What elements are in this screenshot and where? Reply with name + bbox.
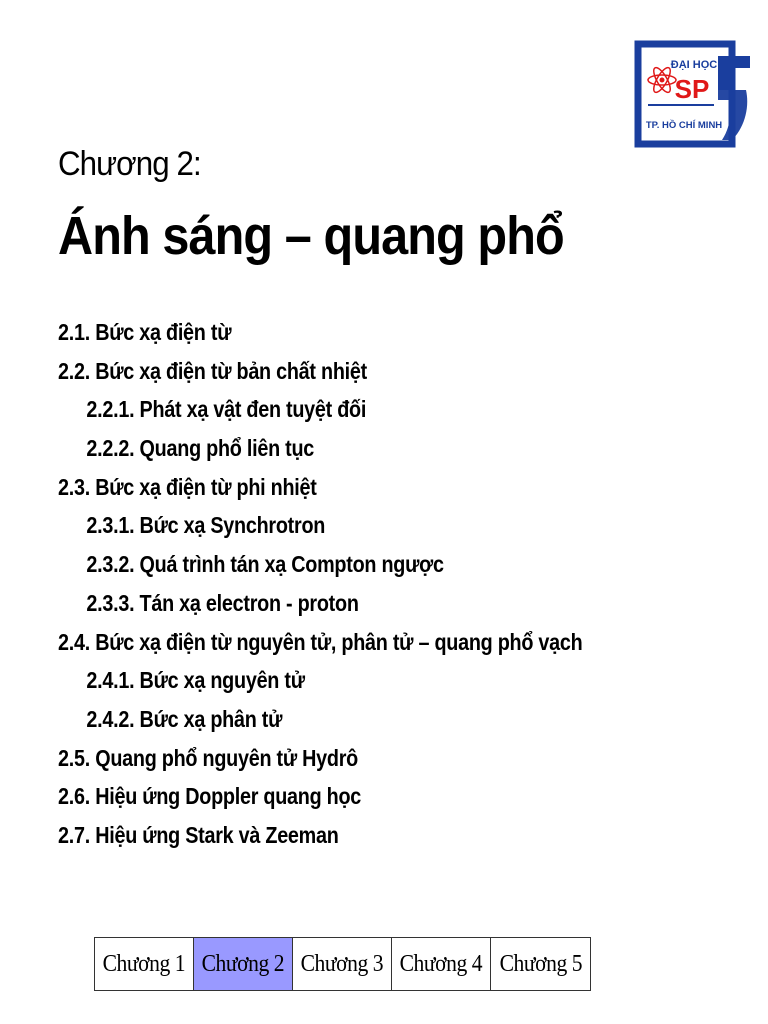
toc-subitem: 2.3.2. Quá trình tán xạ Compton ngược (86, 551, 444, 578)
chapter-3-label: Chương 3 (300, 950, 384, 977)
page-title: Ánh sáng – quang phổ (58, 206, 564, 266)
chapter-1-label: Chương 1 (102, 950, 186, 977)
toc-item: 2.7. Hiệu ứng Stark và Zeeman (58, 821, 339, 848)
chapter-label: Chương 2: (58, 145, 201, 183)
toc-subitem: 2.2.1. Phát xạ vật đen tuyệt đối (86, 396, 367, 423)
chapter-1-button[interactable] (95, 938, 194, 990)
university-logo (634, 38, 752, 150)
toc-item: 2.5. Quang phổ nguyên tử Hydrô (58, 744, 359, 771)
logo-line3: TP. HỒ CHÍ MINH (645, 120, 723, 131)
toc-item: 2.3. Bức xạ điện từ phi nhiệt (58, 473, 317, 500)
chapter-2-label: Chương 2 (201, 950, 285, 977)
chapter-5-button[interactable] (491, 938, 590, 990)
toc-item: 2.4. Bức xạ điện từ nguyên tử, phân tử – quang phổ vạch (58, 628, 583, 655)
chapter-3-button[interactable] (293, 938, 392, 990)
toc-subitem: 2.4.1. Bức xạ nguyên tử (86, 667, 305, 694)
toc-subitem: 2.3.3. Tán xạ electron - proton (86, 589, 359, 616)
toc-item: 2.2. Bức xạ điện từ bản chất nhiệt (58, 357, 367, 384)
logo-line1: ĐẠI HỌC (670, 59, 718, 71)
toc-item: 2.6. Hiệu ứng Doppler quang học (58, 783, 362, 810)
chapter-4-label: Chương 4 (399, 950, 483, 977)
toc-subitem: 2.3.1. Bức xạ Synchrotron (86, 512, 326, 539)
chapter-2-button[interactable] (194, 938, 293, 990)
logo-line2: SP (674, 74, 710, 104)
toc-subitem: 2.2.2. Quang phổ liên tục (86, 435, 315, 462)
table-of-contents (58, 313, 668, 855)
toc-subitem: 2.4.2. Bức xạ phân tử (86, 705, 283, 732)
chapter-nav (94, 937, 591, 991)
toc-item: 2.1. Bức xạ điện từ (58, 319, 232, 345)
chapter-4-button[interactable] (392, 938, 491, 990)
chapter-5-label: Chương 5 (499, 950, 582, 977)
